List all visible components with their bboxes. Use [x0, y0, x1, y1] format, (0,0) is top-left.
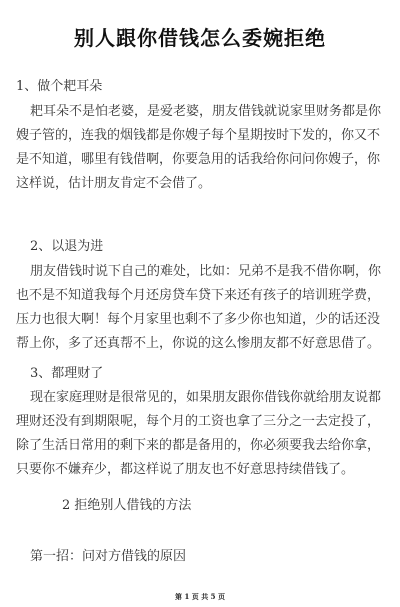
subtitle: 2 拒绝别人借钱的方法 [62, 498, 192, 513]
paragraph-line: 帮上你，多了还真帮不上，你说的这么惨朋友都不好意思借了。 [16, 336, 381, 351]
paragraph-line: 嫂子管的，连我的烟钱都是你嫂子每个星期按时下发的，你又不 [16, 128, 381, 143]
paragraph-line: 也不是不知道我每个月还房贷车贷下来还有孩子的培训班学费， [16, 288, 381, 303]
paragraph-line: 是不知道，哪里有钱借啊，你要急用的话我给你问问你嫂子，你 [16, 152, 381, 167]
first-move-heading: 第一招：问对方借钱的原因 [30, 549, 187, 564]
paragraph-line: 这样说，估计朋友肯定不会借了。 [16, 176, 212, 191]
paragraph-line: 压力也很大啊！每个月家里也剩不了多少你也知道，少的话还没 [16, 312, 381, 327]
page-number: 第 1 页 共 5 页 [175, 592, 225, 601]
document-title: 别人跟你借钱怎么委婉拒绝 [74, 26, 326, 50]
section-paragraph-2 [0, 260, 400, 356]
section-heading-2: 2、以退为进 [30, 239, 104, 254]
paragraph-line: 朋友借钱时说下自己的难处，比如：兄弟不是我不借你啊，你 [30, 264, 382, 279]
paragraph-line: 只要你不嫌弃少，都这样说了朋友也不好意思持续借钱了。 [16, 462, 355, 477]
paragraph-line: 耙耳朵不是怕老婆，是爱老婆，朋友借钱就说家里财务都是你 [30, 104, 382, 119]
paragraph-line: 除了生活日常用的剩下来的都是备用的，你必须要我去给你拿， [16, 438, 381, 453]
section-heading-1: 1、做个耙耳朵 [16, 79, 103, 94]
section-paragraph-3 [0, 386, 400, 482]
paragraph-line: 理财还没有到期限呢，每个月的工资也拿了三分之一去定投了， [16, 414, 381, 429]
paragraph-line: 现在家庭理财是很常见的，如果朋友跟你借钱你就给朋友说都 [30, 390, 382, 405]
section-heading-3: 3、都理财了 [30, 366, 104, 381]
section-paragraph-1 [0, 100, 400, 196]
